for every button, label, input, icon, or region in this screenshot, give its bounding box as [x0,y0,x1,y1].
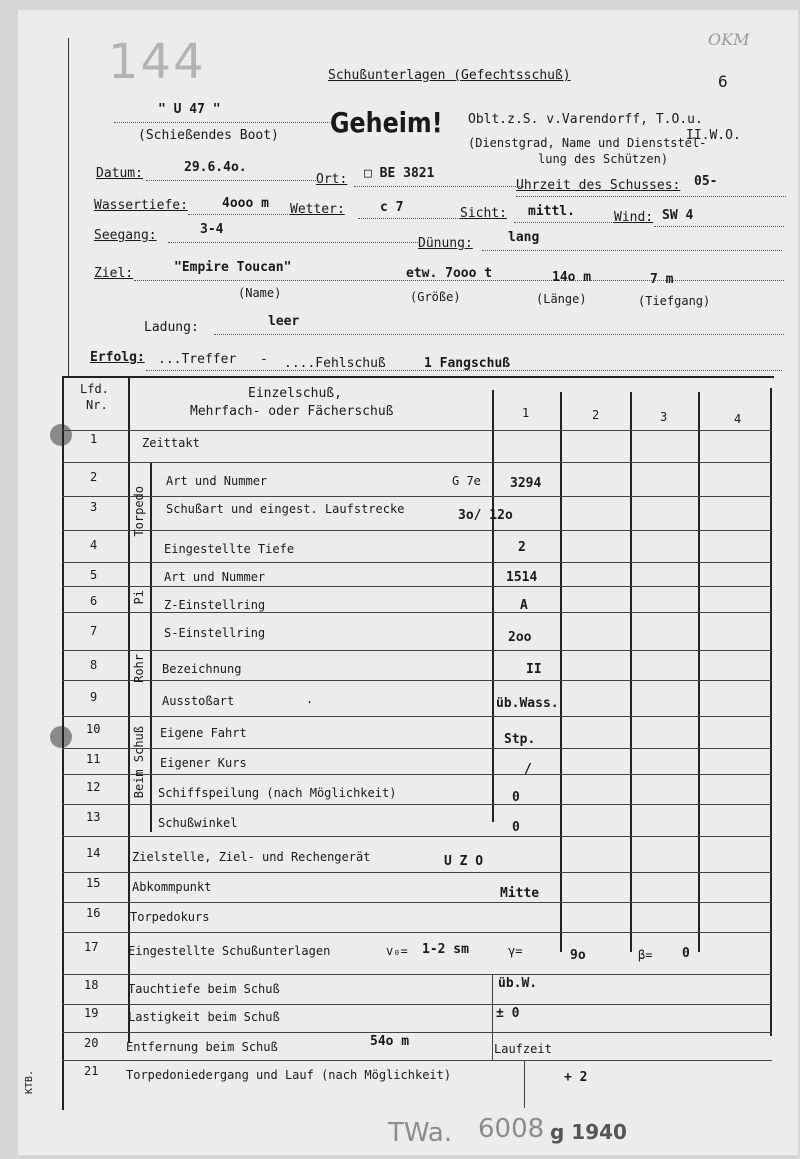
margin-line [68,38,69,378]
row-extra: G 7e [452,474,481,488]
wetter-dots [358,218,468,219]
erfolg-label: Erfolg: [90,350,145,365]
table-nr-divider [128,376,130,1042]
row21-divider [524,1060,525,1108]
row-value: / [524,762,532,777]
row-label: Schußart und eingest. Laufstrecke [166,502,405,516]
erfolg-treffer: ...Treffer [158,352,237,367]
row-label: Z-Einstellring [164,598,266,612]
ort-value: □ BE 3821 [364,166,435,181]
row-line [62,1004,772,1005]
row-nr: 21 [84,1064,99,1078]
row-value: 54o m [370,1034,410,1049]
row-value: + 2 [564,1070,588,1085]
uhrzeit-label: Uhrzeit des Schusses: [516,178,681,193]
datum-label: Datum: [96,166,143,181]
row-line [62,1032,772,1033]
row-label: S-Einstellring [164,626,266,640]
table-col4-divider [698,392,700,952]
row-line [62,872,772,873]
row-nr: 20 [84,1036,99,1050]
row-nr: 5 [90,568,98,582]
punch-hole-bottom [50,726,72,748]
row-label: Torpedokurs [130,910,210,924]
wassertiefe-value: 4ooo m [222,196,269,211]
row-label: Eigener Kurs [160,756,247,770]
row-value: 1514 [506,570,538,585]
row-label: Schiffspeilung (nach Möglichkeit) [158,786,397,800]
seegang-value: 3-4 [200,222,224,237]
row-label: Abkommpunkt [132,880,212,894]
document-page [18,10,798,1155]
row-label: Art und Nummer [164,570,266,584]
archive-stamp-year: g 1940 [550,1120,627,1144]
row-value: üb.Wass. [496,696,559,711]
row-line [62,1060,772,1061]
col-title-1: Einzelschuß, [248,386,342,401]
row-line [62,530,772,531]
sicht-value: mittl. [528,204,575,219]
row-line [62,612,772,613]
uhrzeit-value: 05- [694,174,718,189]
row-value: Stp. [504,732,536,747]
ort-dots [354,186,524,187]
row-nr: 4 [90,538,98,552]
sicht-dots [514,222,624,223]
wassertiefe-dots [188,214,298,215]
gamma-label: γ= [508,944,523,958]
boat-dots [114,122,334,123]
erfolg-fang: 1 Fangschuß [424,356,511,371]
ziel-label: Ziel: [94,266,134,281]
erfolg-fehl: ....Fehlschuß [284,356,386,371]
table-left-border [62,376,64,1110]
gamma-value: 9o [570,948,586,963]
row-nr: 12 [86,780,101,794]
row-nr: 8 [90,658,98,672]
group-pi: Pi [132,590,146,605]
col-4-header: 4 [734,412,742,426]
row-value: 3o/ 12o [458,508,513,523]
beta-value: 0 [682,946,690,961]
duenung-value: lang [508,230,540,245]
shooter-value: Oblt.z.S. v.Varendorff, T.O.u. [468,112,703,127]
row-value: U Z O [444,854,484,869]
row-label: Eingestellte Schußunterlagen [128,944,331,958]
wind-value: SW 4 [662,208,694,223]
row1718-divider [492,974,493,1060]
datum-value: 29.6.4o. [184,160,247,175]
row-line [62,974,772,975]
col-3-header: 3 [660,410,668,424]
group-rohr: Rohr [132,654,146,683]
row-line [62,774,772,775]
row-label: Tauchtiefe beim Schuß [128,982,280,996]
row-line [62,748,772,749]
col-1-header: 1 [522,406,530,420]
row-nr: 14 [86,846,101,860]
laenge-label: (Länge) [536,292,587,306]
col-title-2: Mehrfach- oder Fächerschuß [190,404,394,419]
row-nr: 17 [84,940,99,954]
seegang-dots [168,242,418,243]
row-label: Eingestellte Tiefe [164,542,295,556]
row-value: 2oo [508,630,532,645]
row-extra: Laufzeit [494,1042,552,1056]
row-value: üb.W. [498,976,538,991]
row-line [62,932,772,933]
table-col1-divider [492,390,494,822]
boat-label: (Schießendes Boot) [138,128,279,143]
wind-dots [654,226,784,227]
row-line [62,804,772,805]
row-nr: 7 [90,624,98,638]
table-col3-divider [630,392,632,952]
row-value: 3294 [510,476,542,491]
col-nr: Nr. [86,398,108,412]
table-group-divider [150,462,152,832]
wassertiefe-label: Wassertiefe: [94,198,188,213]
ladung-label: Ladung: [144,320,199,335]
group-torpedo: Torpedo [132,486,146,537]
row-extra: . [306,692,314,706]
row-label: Art und Nummer [166,474,268,488]
archive-stamp: TWa. [388,1118,453,1148]
row-nr: 2 [90,470,98,484]
row-value: II [526,662,542,677]
row-nr: 18 [84,978,99,992]
row-value: 0 [512,820,520,835]
table-right-border [770,388,772,1036]
group-beim-schuss: Beim Schuß [132,726,146,799]
file-number: 144 [108,34,206,90]
col-lfd: Lfd. [80,382,109,396]
row-nr: 1 [90,432,98,446]
row-value: 2 [518,540,526,555]
row-label: Ausstoßart [162,694,235,708]
row-label: Zeittakt [142,436,200,450]
row-nr: 6 [90,594,98,608]
seegang-label: Seegang: [94,228,157,243]
tiefgang-value: 7 m [650,272,674,287]
row-label: Schußwinkel [158,816,238,830]
row-nr: 10 [86,722,101,736]
row-line [62,836,772,837]
row-label: Eigene Fahrt [160,726,247,740]
row-label: Entfernung beim Schuß [126,1040,278,1054]
table-col2-divider [560,392,562,952]
row-value: 0 [512,790,520,805]
beta-label: β= [638,948,653,962]
ort-label: Ort: [316,172,348,187]
row-value: Mitte [500,886,540,901]
row-nr: 11 [86,752,101,766]
shooter-label: (Dienstgrad, Name und Dienststel- [468,136,707,150]
corner-note: OKM [708,30,750,49]
wetter-label: Wetter: [290,202,345,217]
row-line [62,562,772,563]
page-number: 6 [718,72,728,91]
row-nr: 19 [84,1006,99,1020]
row-label: Lastigkeit beim Schuß [128,1010,280,1024]
table-top-border [62,376,774,378]
row-line [62,586,772,587]
row-label: Torpedoniedergang und Lauf (nach Möglichkeit) [126,1068,452,1082]
erfolg-dash: - [260,352,268,367]
row-line [62,680,772,681]
classification-stamp: Geheim! [330,106,443,139]
wetter-value: c 7 [380,200,404,215]
archive-stamp-number: 6008 [478,1114,545,1144]
row-label: Zielstelle, Ziel- und Rechengerät [132,850,371,864]
uhrzeit-dots [516,196,786,197]
datum-dots [146,180,316,181]
v0-label: v₀= [386,944,408,958]
groesse-value: etw. 7ooo t [406,266,493,281]
sicht-label: Sicht: [460,206,507,221]
row-value: A [520,598,528,613]
form-title: Schußunterlagen (Gefechtsschuß) [328,68,571,83]
row-nr: 3 [90,500,98,514]
row-line [62,716,772,717]
boat-value: " U 47 " [158,102,221,117]
row-label: Bezeichnung [162,662,242,676]
duenung-dots [482,250,782,251]
erfolg-dots [146,370,782,371]
ziel-name-label: (Name) [238,286,282,300]
row-nr: 16 [86,906,101,920]
row-line [62,496,772,497]
row-nr: 15 [86,876,101,890]
row-value: ± 0 [496,1006,520,1021]
row-line [62,462,772,463]
row-line [62,650,772,651]
laenge-value: 14o m [552,270,592,285]
row-nr: 13 [86,810,101,824]
groesse-label: (Größe) [410,290,461,304]
col-2-header: 2 [592,408,600,422]
row-line [62,902,772,903]
ladung-value: leer [268,314,300,329]
punch-hole-top [50,424,72,446]
row-nr: 9 [90,690,98,704]
tiefgang-label: (Tiefgang) [638,294,711,308]
ziel-value: "Empire Toucan" [174,260,292,275]
wind-label: Wind: [614,210,654,225]
ladung-dots [214,334,784,335]
shooter-value-2: II.W.O. [686,128,741,143]
duenung-label: Dünung: [418,236,473,251]
shooter-label-2: lung des Schützen) [538,152,669,166]
v0-value: 1-2 sm [422,942,469,957]
row-line [62,430,772,431]
side-mark: KTB. [24,1069,35,1094]
